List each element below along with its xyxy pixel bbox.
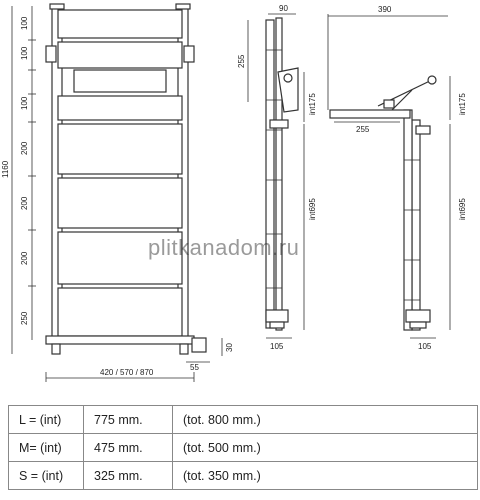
spec-size-cell: S = (int) xyxy=(9,462,84,490)
top-depth-label: 390 xyxy=(378,5,392,14)
side-view-right xyxy=(328,5,467,351)
spec-size-cell: M= (int) xyxy=(9,434,84,462)
height-label: 100 xyxy=(20,46,29,60)
spec-row xyxy=(9,434,478,462)
spec-row xyxy=(9,406,478,434)
spec-row xyxy=(9,462,478,490)
bracket-height-label: 255 xyxy=(237,54,246,68)
side-view-left xyxy=(237,4,317,351)
arm-length-label: 255 xyxy=(356,125,370,134)
int-lower-label: int695 xyxy=(308,198,317,220)
height-label: 200 xyxy=(20,251,29,265)
spec-total-cell: (tot. 800 mm.) xyxy=(173,406,478,434)
int-lower-label: int695 xyxy=(458,198,467,220)
height-label: 100 xyxy=(20,96,29,110)
total-height-label: 1160 xyxy=(1,160,10,178)
top-depth-label: 90 xyxy=(279,4,288,13)
width-options-label: 420 / 570 / 870 xyxy=(100,368,154,377)
spec-value-cell: 475 mm. xyxy=(84,434,173,462)
int-upper-label: int175 xyxy=(458,93,467,115)
height-label: 100 xyxy=(20,16,29,30)
height-label: 200 xyxy=(20,196,29,210)
bottom-offset-label: 55 xyxy=(190,363,199,372)
spec-value-cell: 325 mm. xyxy=(84,462,173,490)
front-view xyxy=(1,4,234,382)
spec-value-cell: 775 mm. xyxy=(84,406,173,434)
size-specs-table xyxy=(8,405,478,490)
spec-total-cell: (tot. 350 mm.) xyxy=(173,462,478,490)
spec-total-cell: (tot. 500 mm.) xyxy=(173,434,478,462)
watermark: plitkanadom.ru xyxy=(148,235,300,260)
height-label: 250 xyxy=(20,311,29,325)
bottom-depth-label: 105 xyxy=(418,342,432,351)
height-label: 200 xyxy=(20,141,29,155)
right-offset-label: 30 xyxy=(225,343,234,352)
size-specs-body xyxy=(9,406,478,490)
bottom-depth-label: 105 xyxy=(270,342,284,351)
spec-size-cell: L = (int) xyxy=(9,406,84,434)
int-upper-label: int175 xyxy=(308,93,317,115)
